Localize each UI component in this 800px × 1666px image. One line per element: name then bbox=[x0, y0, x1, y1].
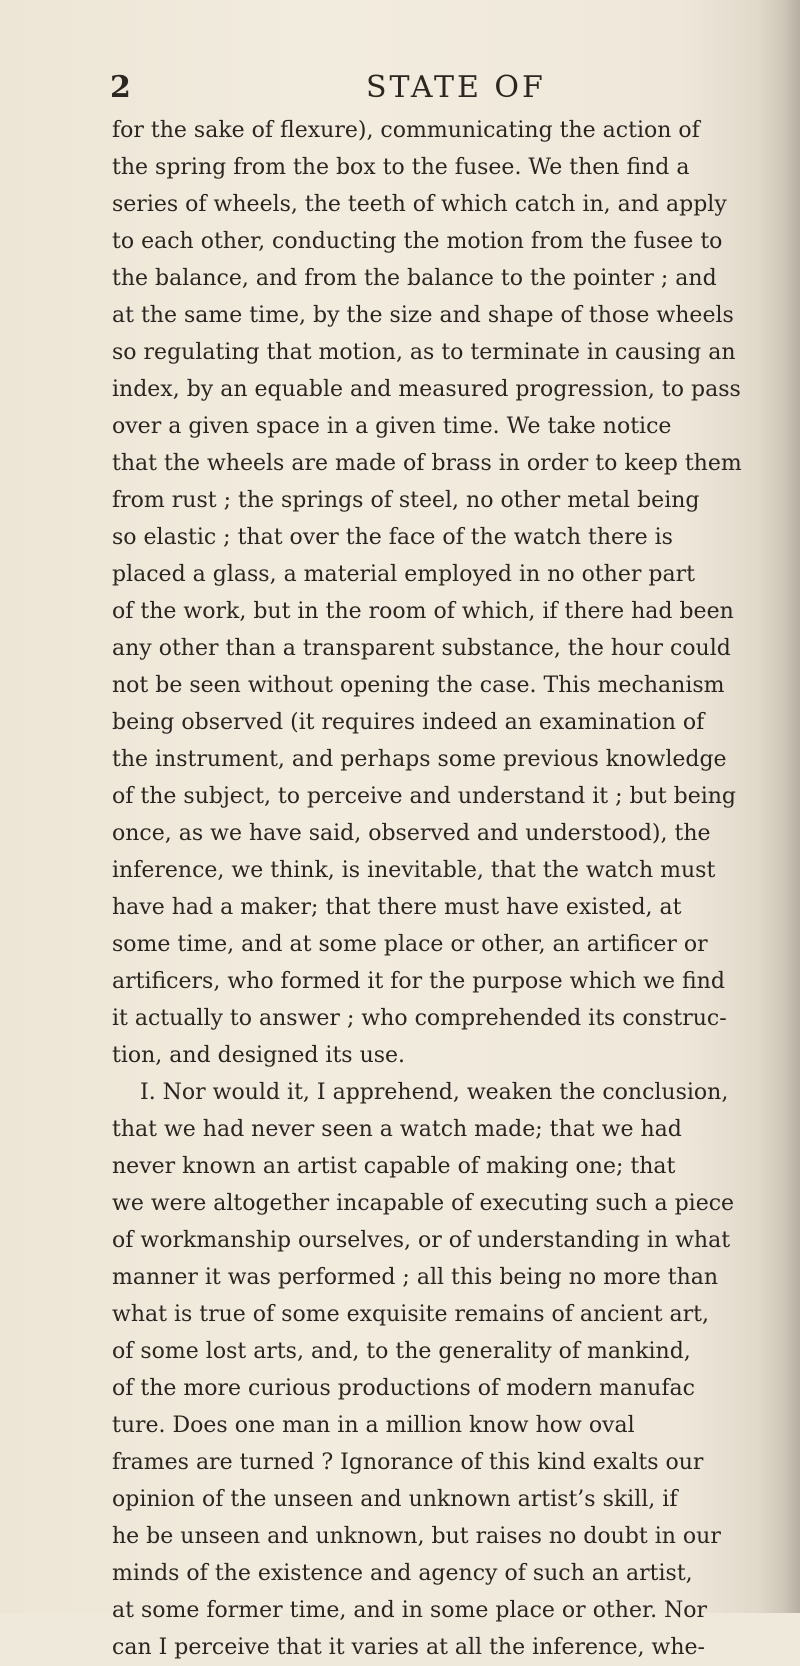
text-line: never known an artist capable of making one; that bbox=[112, 1154, 676, 1179]
text-line: of workmanship ourselves, or of understanding in what bbox=[112, 1228, 731, 1253]
text-line: the spring from the box to the fusee. We then find a bbox=[112, 155, 690, 180]
text-line: so regulating that motion, as to terminate in causing an bbox=[112, 340, 736, 365]
text-line: to each other, conducting the motion from the fusee to bbox=[112, 229, 723, 254]
paragraph-start-line: I. Nor would it, I apprehend, weaken the conclusion, bbox=[140, 1080, 729, 1105]
text-line: the instrument, and perhaps some previous knowledge bbox=[112, 747, 727, 772]
text-line: once, as we have said, observed and understood), the bbox=[112, 821, 711, 846]
text-line: that the wheels are made of brass in order to keep them bbox=[112, 451, 742, 476]
text-line: series of wheels, the teeth of which catch in, and apply bbox=[112, 192, 727, 217]
text-line: of the subject, to perceive and understand it ; but being bbox=[112, 784, 737, 809]
text-line: at the same time, by the size and shape of those wheels bbox=[112, 303, 734, 328]
text-line: for the sake of flexure), communicating the action of bbox=[112, 118, 700, 143]
text-line: he be unseen and unknown, but raises no doubt in our bbox=[112, 1524, 721, 1549]
text-line: have had a maker; that there must have existed, at bbox=[112, 895, 682, 920]
text-line: of the work, but in the room of which, if there had been bbox=[112, 599, 734, 624]
text-line: frames are turned ? Ignorance of this kind exalts our bbox=[112, 1450, 704, 1475]
text-line: so elastic ; that over the face of the watch there is bbox=[112, 525, 673, 550]
text-line: artificers, who formed it for the purpose which we find bbox=[112, 969, 725, 994]
text-line: tion, and designed its use. bbox=[112, 1043, 406, 1068]
text-line: of some lost arts, and, to the generality of mankind, bbox=[112, 1339, 691, 1364]
text-line: being observed (it requires indeed an examination of bbox=[112, 710, 705, 735]
running-head: STATE OF bbox=[366, 70, 546, 105]
text-line: not be seen without opening the case. This mechanism bbox=[112, 673, 725, 698]
text-line: it actually to answer ; who comprehended its construc- bbox=[112, 1006, 727, 1031]
text-line: minds of the existence and agency of such an artist, bbox=[112, 1561, 693, 1586]
text-line: placed a glass, a material employed in no other part bbox=[112, 562, 695, 587]
page-number: 2 bbox=[110, 70, 131, 105]
text-line: opinion of the unseen and unknown artist’s skill, if bbox=[112, 1487, 678, 1512]
text-line: some time, and at some place or other, an artificer or bbox=[112, 932, 708, 957]
text-line: at some former time, and in some place or other. Nor bbox=[112, 1598, 708, 1623]
text-line: any other than a transparent substance, the hour could bbox=[112, 636, 731, 661]
text-line: manner it was performed ; all this being no more than bbox=[112, 1265, 719, 1290]
text-line: ture. Does one man in a million know how oval bbox=[112, 1413, 635, 1438]
body-text bbox=[112, 112, 780, 1666]
text-line: we were altogether incapable of executing such a piece bbox=[112, 1191, 735, 1216]
text-line: from rust ; the springs of steel, no other metal being bbox=[112, 488, 700, 513]
page-edge-shadow bbox=[758, 0, 800, 1613]
page-header bbox=[110, 70, 760, 114]
text-line: that we had never seen a watch made; that we had bbox=[112, 1117, 682, 1142]
text-line: of the more curious productions of modern manufac bbox=[112, 1376, 695, 1401]
text-line: inference, we think, is inevitable, that the watch must bbox=[112, 858, 716, 883]
text-line: over a given space in a given time. We take notice bbox=[112, 414, 672, 439]
text-line: what is true of some exquisite remains of ancient art, bbox=[112, 1302, 710, 1327]
text-line: can I perceive that it varies at all the inference, whe- bbox=[112, 1635, 705, 1660]
text-line: the balance, and from the balance to the pointer ; and bbox=[112, 266, 717, 291]
text-line: index, by an equable and measured progression, to pass bbox=[112, 377, 741, 402]
